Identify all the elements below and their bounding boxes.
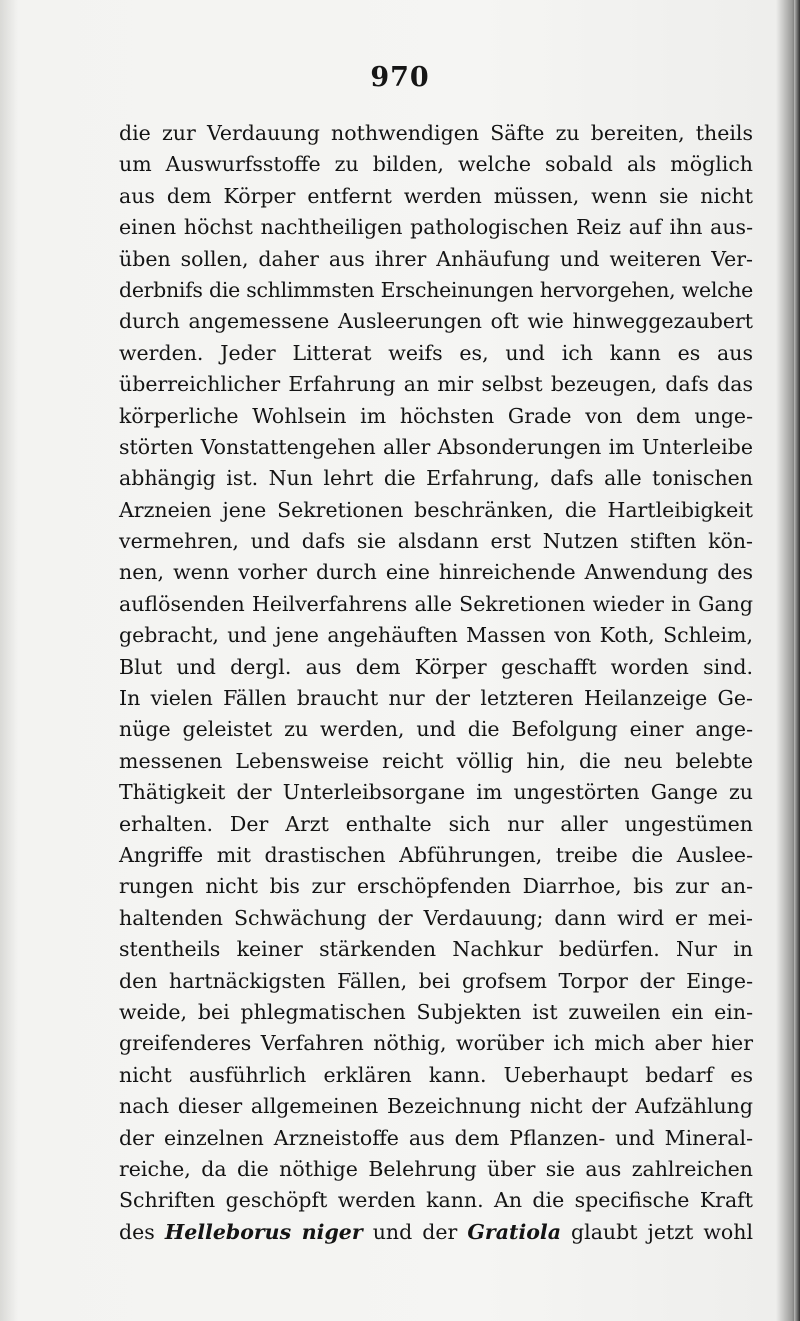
text-line: nüge geleistet zu werden, und die Befolgung einer ange-: [119, 717, 753, 742]
text-line: auflösenden Heilverfahrens alle Sekretionen wieder in Gang: [119, 591, 753, 616]
text-line: um Auswurfsstoffe zu bilden, welche sobald als möglich: [119, 152, 753, 177]
text-line: messenen Lebensweise reicht völlig hin, die neu belebte: [119, 748, 753, 773]
text-line: In vielen Fällen braucht nur der letzteren Heilanzeige Ge-: [119, 686, 753, 711]
text-line: weide, bei phlegmatischen Subjekten ist zuweilen ein ein-: [119, 999, 753, 1024]
text-line: stentheils keiner stärkenden Nachkur bedürfen. Nur in: [119, 937, 753, 962]
text-line: störten Vonstattengehen aller Absonderungen im Unterleibe: [119, 434, 753, 459]
text-fragment: des: [119, 1219, 165, 1244]
page-edge-shadow: [794, 0, 800, 1321]
text-line: Blut und dergl. aus dem Körper geschafft worden sind.: [119, 654, 753, 679]
text-line: üben sollen, daher aus ihrer Anhäufung und weiteren Ver-: [119, 246, 753, 271]
text-line: Arzneien jene Sekretionen beschränken, die Hartleibigkeit: [119, 497, 753, 522]
text-fragment: glaubt jetzt wohl: [560, 1219, 753, 1244]
text-line: reiche, da die nöthige Belehrung über sie aus zahlreichen: [119, 1156, 753, 1181]
text-line: rungen nicht bis zur erschöpfenden Diarrhoe, bis zur an-: [119, 874, 753, 899]
text-line: haltenden Schwächung der Verdauung; dann wird er mei-: [119, 905, 753, 930]
text-line: Thätigkeit der Unterleibsorgane im ungestörten Gange zu: [119, 780, 753, 805]
text-line: den hartnäckigsten Fällen, bei grofsem Torpor der Einge-: [119, 968, 753, 993]
text-line-last: [119, 1217, 753, 1248]
text-line: Angriffe mit drastischen Abführungen, treibe die Auslee-: [119, 842, 753, 867]
italic-term-helleborus: Helleborus niger: [164, 1219, 363, 1244]
text-line: die zur Verdauung nothwendigen Säfte zu bereiten, theils: [119, 121, 753, 145]
text-line: abhängig ist. Nun lehrt die Erfahrung, dafs alle tonischen: [119, 466, 753, 491]
text-line: nicht ausführlich erklären kann. Ueberhaupt bedarf es: [119, 1062, 753, 1087]
text-fragment: und der: [362, 1219, 468, 1244]
page-number: 970: [370, 62, 430, 93]
text-line: derbnifs die schlimmsten Erscheinungen hervorgehen, welche: [119, 277, 753, 302]
text-line: durch angemessene Ausleerungen oft wie hinweggezaubert: [119, 309, 753, 334]
text-line: erhalten. Der Arzt enthalte sich nur aller ungestümen: [119, 811, 753, 836]
text-line: nen, wenn vorher durch eine hinreichende Anwendung des: [119, 560, 753, 585]
text-line: überreichlicher Erfahrung an mir selbst bezeugen, dafs das: [119, 372, 753, 397]
text-line: aus dem Körper entfernt werden müssen, wenn sie nicht: [119, 183, 753, 208]
text-line: Schriften geschöpft werden kann. An die specifische Kraft: [119, 1188, 753, 1213]
text-line: werden. Jeder Litterat weifs es, und ich kann es aus: [119, 340, 753, 365]
text-line: vermehren, und dafs sie alsdann erst Nutzen stiften kön-: [119, 529, 753, 554]
text-line: greifenderes Verfahren nöthig, worüber ich mich aber hier: [119, 1031, 753, 1056]
italic-term-gratiola: Gratiola: [467, 1219, 561, 1244]
text-line: einen höchst nachtheiligen pathologischen Reiz auf ihn aus-: [119, 215, 753, 240]
text-line: der einzelnen Arzneistoffe aus dem Pflanzen- und Mineral-: [119, 1125, 753, 1150]
text-line: nach dieser allgemeinen Bezeichnung nicht der Aufzählung: [119, 1094, 753, 1119]
text-line: körperliche Wohlsein im höchsten Grade von dem unge-: [119, 403, 753, 428]
text-line: gebracht, und jene angehäuften Massen von Koth, Schleim,: [119, 623, 753, 648]
body-text: [119, 118, 753, 1248]
